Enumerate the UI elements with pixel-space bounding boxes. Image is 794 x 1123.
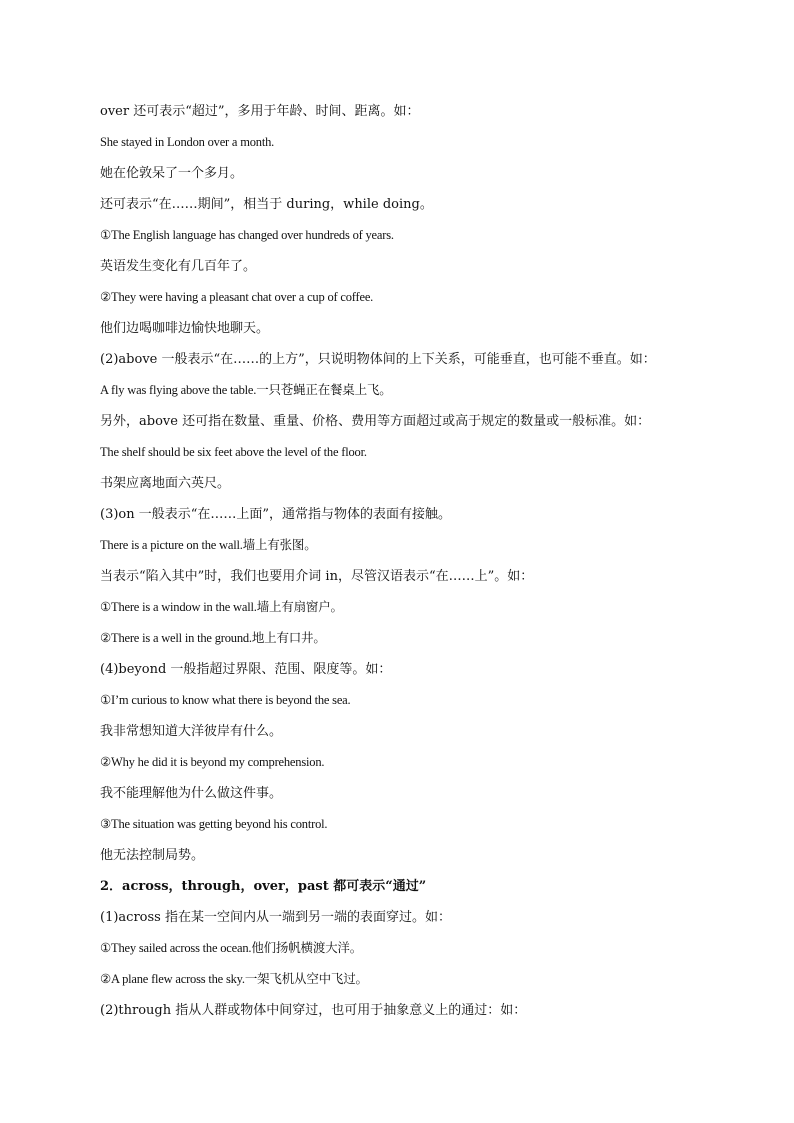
example-sentence: ①There is a window in the wall.墙上有扇窗户。 bbox=[100, 600, 343, 614]
example-sentence: A fly was flying above the table.一只苍蝇正在餐桌上飞。 bbox=[100, 383, 392, 397]
translation-line: 他们边喝咖啡边愉快地聊天。 bbox=[100, 321, 270, 336]
example-sentence: There is a picture on the wall.墙上有张图。 bbox=[100, 538, 317, 552]
example-sentence: ③The situation was getting beyond his control. bbox=[100, 817, 328, 831]
example-sentence: ①The English language has changed over hundreds of years. bbox=[100, 228, 394, 242]
example-sentence: ②There is a well in the ground.地上有口井。 bbox=[100, 631, 326, 645]
example-sentence: She stayed in London over a month. bbox=[100, 135, 275, 149]
translation-line: 我非常想知道大洋彼岸有什么。 bbox=[100, 724, 283, 739]
section-heading: 2．across，through，over，past 都可表示“通过” bbox=[100, 879, 427, 894]
text-line: (1)across 指在某一空间内从一端到另一端的表面穿过。如： bbox=[100, 910, 451, 925]
text-line: over 还可表示“超过”，多用于年龄、时间、距离。如： bbox=[100, 104, 420, 119]
translation-line: 书架应离地面六英尺。 bbox=[100, 476, 231, 491]
example-sentence: ①I’m curious to know what there is beyond the sea. bbox=[100, 693, 351, 707]
text-line: (3)on 一般表示“在……上面”，通常指与物体的表面有接触。 bbox=[100, 507, 452, 522]
example-sentence: The shelf should be six feet above the level of the floor. bbox=[100, 445, 367, 459]
example-sentence: ②They were having a pleasant chat over a cup of coffee. bbox=[100, 290, 374, 304]
text-line: 另外，above 还可指在数量、重量、价格、费用等方面超过或高于规定的数量或一般标准。如： bbox=[100, 414, 651, 429]
text-line: 还可表示“在……期间”，相当于 during，while doing。 bbox=[100, 197, 433, 212]
example-sentence: ②Why he did it is beyond my comprehension. bbox=[100, 755, 325, 769]
example-sentence: ②A plane flew across the sky.一架飞机从空中飞过。 bbox=[100, 972, 368, 986]
example-sentence: ①They sailed across the ocean.他们扬帆横渡大洋。 bbox=[100, 941, 363, 955]
translation-line: 我不能理解他为什么做这件事。 bbox=[100, 786, 283, 801]
translation-line: 他无法控制局势。 bbox=[100, 848, 205, 863]
text-line: (2)above 一般表示“在……的上方”，只说明物体间的上下关系，可能垂直，也可能不垂直。如： bbox=[100, 352, 656, 367]
text-line: (4)beyond 一般指超过界限、范围、限度等。如： bbox=[100, 662, 392, 677]
translation-line: 她在伦敦呆了一个多月。 bbox=[100, 166, 244, 181]
text-line: 当表示“陷入其中”时，我们也要用介词 in，尽管汉语表示“在……上”。如： bbox=[100, 569, 534, 584]
text-line: (2)through 指从人群或物体中间穿过，也可用于抽象意义上的通过：如： bbox=[100, 1003, 527, 1018]
document-page bbox=[100, 96, 700, 1026]
translation-line: 英语发生变化有几百年了。 bbox=[100, 259, 257, 274]
